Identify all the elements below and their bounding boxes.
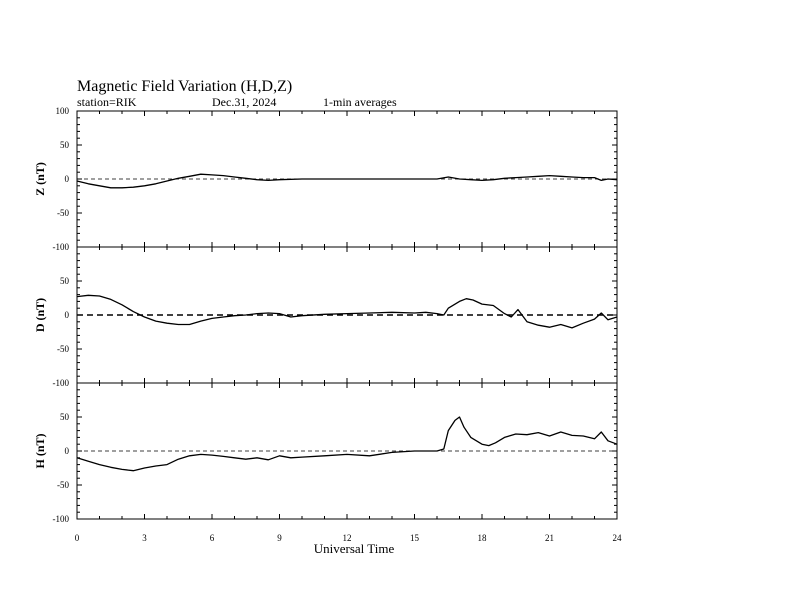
y-tick-label: -50 <box>57 208 69 218</box>
x-tick-label: 24 <box>612 533 622 543</box>
y-tick-label: 50 <box>60 412 69 422</box>
y-axis-label: D (nT) <box>33 297 47 333</box>
series-line-d <box>77 295 617 328</box>
x-tick-label: 0 <box>74 533 80 543</box>
y-tick-label: -100 <box>52 514 69 524</box>
y-tick-label: 50 <box>60 276 69 286</box>
plot-panels <box>33 106 622 543</box>
y-tick-label: -50 <box>57 480 69 490</box>
y-tick-label: -50 <box>57 344 69 354</box>
y-tick-label: 50 <box>60 140 69 150</box>
y-tick-label: 0 <box>64 174 69 184</box>
y-tick-label: 0 <box>64 446 69 456</box>
station-label: station=RIK <box>77 95 137 109</box>
y-tick-label: 0 <box>64 310 69 320</box>
x-tick-label: 3 <box>142 533 147 543</box>
x-tick-label: 15 <box>410 533 419 543</box>
x-tick-label: 18 <box>477 533 487 543</box>
date-label: Dec.31, 2024 <box>212 95 277 109</box>
y-axis-label: H (nT) <box>33 433 47 469</box>
y-tick-label: -100 <box>52 378 69 388</box>
panel-d <box>33 247 617 388</box>
averaging-label: 1-min averages <box>323 95 397 109</box>
x-axis-label: Universal Time <box>313 541 395 556</box>
panel-z <box>33 106 617 252</box>
x-tick-label: 6 <box>209 533 215 543</box>
x-tick-label: 12 <box>342 533 352 543</box>
x-tick-label: 21 <box>545 533 554 543</box>
series-line-z <box>77 174 617 188</box>
y-tick-label: -100 <box>52 242 69 252</box>
panel-h <box>33 383 617 524</box>
y-axis-label: Z (nT) <box>33 162 47 196</box>
series-line-h <box>77 417 617 471</box>
chart-title: Magnetic Field Variation (H,D,Z) <box>77 78 293 95</box>
y-tick-label: 100 <box>55 106 69 116</box>
x-tick-label: 9 <box>277 533 282 543</box>
